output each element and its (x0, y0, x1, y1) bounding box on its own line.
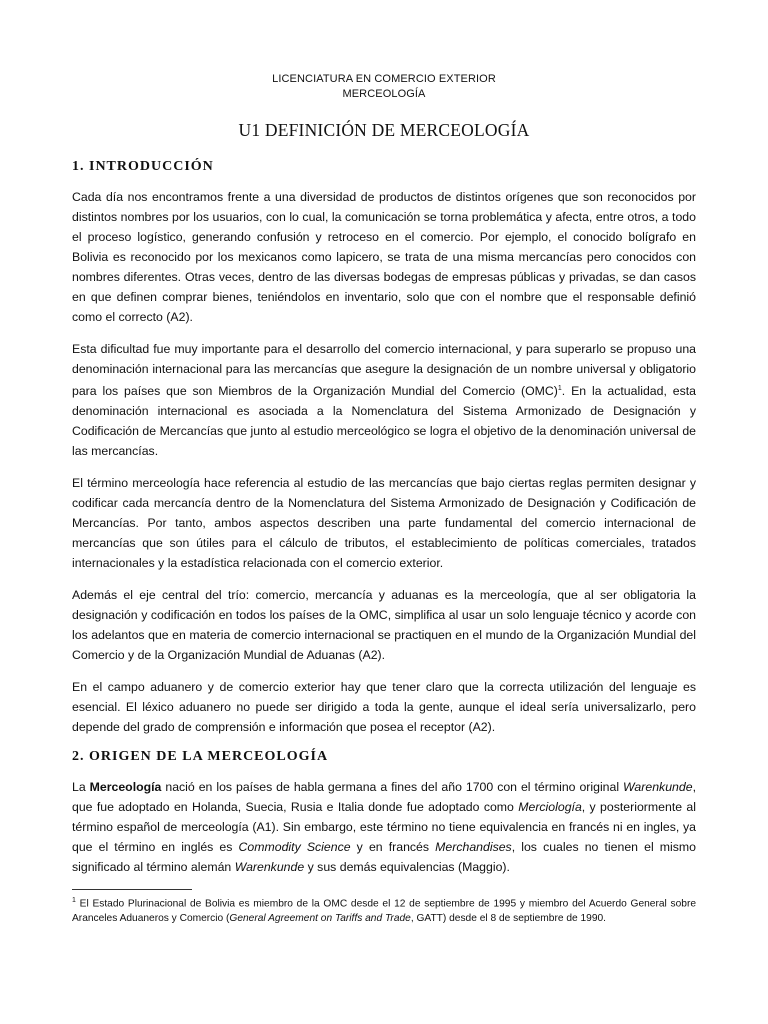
paragraph-text: . En la actualidad, esta denominación internacional es asociada a la Nomenclatura del Sistema Armonizado de Designación y Codificación de Mercancías que junto al estudio merceológico se logra el objetivo de la denominación universal de las mercancías. (72, 384, 696, 459)
page-title: U1 DEFINICIÓN DE MERCEOLOGÍA (238, 120, 530, 140)
text-run: nació en los países de habla germana a fines del año 1700 con el término original (161, 780, 624, 795)
text-run-italic: Commodity Science (238, 840, 351, 855)
section-heading-origen: 2. ORIGEN DE LA MERCEOLOGÍA (72, 749, 329, 765)
header-subject: MERCEOLOGÍA (342, 88, 426, 100)
text-run: y en francés (350, 840, 436, 855)
paragraph (72, 339, 696, 461)
document-header (72, 72, 696, 102)
footnote-marker: 1 (72, 897, 76, 905)
text-run: La (72, 780, 90, 795)
text-run-italic: Merciología (518, 800, 582, 815)
section-heading-introduccion: 1. INTRODUCCIÓN (72, 159, 214, 174)
text-run: , y posteriormente al término español de merceología (A1). Sin embargo, este término no tiene equivalencia en francés ni en ingles, ya que el término en inglés es (72, 800, 696, 855)
text-run-italic: Warenkunde (234, 860, 305, 875)
footnote-reference[interactable]: 1 (557, 385, 562, 392)
header-program: LICENCIATURA EN COMERCIO EXTERIOR (272, 73, 496, 85)
paragraph (72, 777, 696, 877)
paragraph-text: Esta dificultad fue muy importante para el desarrollo del comercio internacional, y para superarlo se propuso una denominación internacional para las mercancías que asegure la designación de un nombre universal y obligatorio para los países que son Miembros de la Organización Mundial del Comercio (OMC) (72, 342, 696, 399)
footnote-text-italic: General Agreement on Tariffs and Trade (229, 912, 411, 924)
text-run: , que fue adoptado en Holanda, Suecia, Rusia e Italia donde fue adoptado como (72, 780, 696, 815)
footnote-text: , GATT) desde el 8 de septiembre de 1990. (410, 912, 607, 924)
text-run-italic: Merchandises (435, 840, 512, 855)
footnote (72, 894, 696, 926)
text-run-italic: Warenkunde (623, 780, 693, 795)
footnote-text: El Estado Plurinacional de Bolivia es miembro de la OMC desde el 12 de septiembre de 1995 y miembro del Acuerdo General sobre Aranceles Aduaneros y Comercio ( (72, 898, 696, 924)
paragraph: Además el eje central del trío: comercio, mercancía y aduanas es la merceología, que al ser obligatoria la designación y codificación en todos los países de la OMC, simplifica al usar un solo lenguaje técnico y acorde con los adelantos que en materia de comercio internacional se practiquen en el mundo de la Organización Mundial del Comercio y de la Organización Mundial de Aduanas (A2). (72, 588, 696, 663)
footnote-separator (72, 889, 192, 890)
text-run-bold: Merceología (89, 780, 162, 795)
text-run: y sus demás equivalencias (Maggio). (304, 860, 510, 875)
paragraph: El término merceología hace referencia al estudio de las mercancías que bajo ciertas reglas permiten designar y codificar cada mercancía dentro de la Nomenclatura del Sistema Armonizado de Designación y Codificación de Mercancías. Por tanto, ambos aspectos describen una parte fundamental del comercio internacional de mercancías que son útiles para el cálculo de tributos, el establecimiento de políticas comerciales, tratados internacionales y la estadística relacionada con el comercio exterior. (72, 476, 696, 571)
paragraph: Cada día nos encontramos frente a una diversidad de productos de distintos orígenes que son reconocidos por distintos nombres por los usuarios, con lo cual, la comunicación se torna problemática y afecta, entre otros, a todo el proceso logístico, generando confusión y retroceso en el comercio. Por ejemplo, el conocido bolígrafo en Bolivia es reconocido por los mexicanos como lapicero, se trata de una misma mercancías pero conocidos con nombres diferentes. Otras veces, dentro de las diversas bodegas de empresas públicas y privadas, se dan casos en que definen comprar bienes, teniéndolos en inventario, solo que con el nombre que el responsable definió como el correcto (A2). (72, 190, 696, 324)
paragraph: En el campo aduanero y de comercio exterior hay que tener claro que la correcta utilización del lenguaje es esencial. El léxico aduanero no puede ser dirigido a toda la gente, aunque el ideal sería universalizarlo, pero depende del grado de comprensión e información que posea el receptor (A2). (72, 680, 696, 735)
text-run: , los cuales no tienen el mismo significado al término alemán (72, 840, 696, 875)
